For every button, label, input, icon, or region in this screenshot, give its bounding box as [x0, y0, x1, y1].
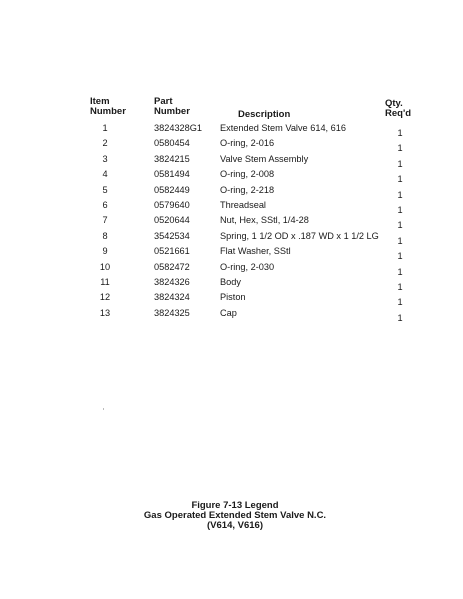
table-row: [0, 138, 463, 153]
item-number-cell: 1: [102, 123, 108, 133]
description-cell: Valve Stem Assembly: [220, 153, 309, 164]
qty-cell: 1: [397, 235, 403, 246]
description-cell: O-ring, 2-218: [220, 184, 275, 195]
table-row: [0, 308, 463, 323]
item-number-header-line2: Number: [90, 106, 126, 117]
qty-cell: 1: [397, 158, 403, 169]
item-number-cell: 10: [99, 261, 111, 272]
item-number-cell: 11: [100, 276, 110, 287]
caption-line3: (V614, V616): [207, 520, 263, 531]
item-number-cell: 3: [102, 153, 108, 164]
description-cell: Spring, 1 1/2 OD x .187 WD x 1 1/2 LG: [220, 230, 379, 241]
qty-cell: 1: [397, 143, 403, 154]
caption-line2: Gas Operated Extended Stem Valve N.C.: [143, 510, 327, 521]
description-header: Description: [238, 109, 291, 120]
part-number-cell: 0521661: [154, 246, 190, 257]
figure-caption: [100, 501, 370, 531]
table-row: [0, 246, 463, 261]
table-row: [0, 262, 463, 277]
table-row: [0, 200, 463, 215]
description-cell: Threadseal: [220, 199, 266, 210]
part-number-cell: 0580454: [154, 138, 190, 149]
description-cell: Nut, Hex, SStl, 1/4-28: [220, 215, 309, 226]
description-cell: Body: [220, 276, 241, 287]
part-number-cell: 0582472: [154, 261, 190, 272]
item-number-cell: 9: [102, 246, 108, 257]
item-number-cell: 6: [102, 199, 108, 210]
qty-cell: 1: [397, 297, 403, 308]
qty-header-line2: Req'd: [385, 108, 412, 119]
table-row: [0, 277, 463, 292]
part-number-header: [154, 97, 190, 117]
qty-cell: 1: [397, 312, 403, 323]
part-number-header-line2: Number: [154, 106, 190, 117]
table-row: [0, 185, 463, 200]
part-number-cell: 3824215: [154, 153, 190, 164]
qty-cell: 1: [397, 266, 403, 277]
part-number-cell: 3824325: [154, 307, 190, 318]
table-row: [0, 215, 463, 230]
qty-cell: 1: [397, 220, 403, 231]
description-cell: Piston: [220, 292, 246, 303]
part-number-cell: 0579640: [154, 199, 190, 210]
part-number-cell: 3824326: [154, 276, 190, 287]
item-number-cell: 8: [102, 230, 108, 241]
table-row: [0, 123, 463, 138]
table-row: [0, 169, 463, 184]
item-number-cell: 4: [102, 169, 108, 180]
item-number-cell: 7: [102, 215, 108, 226]
item-number-header-line1: Item: [90, 96, 110, 107]
part-number-header-line1: Part: [154, 96, 173, 107]
item-number-cell: 2: [102, 138, 108, 149]
description-cell: Extended Stem Valve 614, 616: [220, 123, 346, 133]
qty-cell: 1: [397, 174, 403, 185]
description-cell: Cap: [220, 307, 237, 318]
item-number-cell: 12: [99, 292, 111, 303]
table-row: [0, 292, 463, 307]
qty-header-line1: Qty.: [385, 98, 403, 109]
part-number-cell: 0520644: [154, 215, 190, 226]
qty-cell: 1: [397, 251, 403, 262]
description-cell: O-ring, 2-030: [220, 261, 275, 272]
qty-header: [385, 99, 411, 119]
description-cell: O-ring, 2-008: [220, 169, 275, 180]
table-row: [0, 154, 463, 169]
part-number-cell: 3824324: [154, 292, 190, 303]
part-number-cell: 3824328G1: [154, 123, 203, 133]
item-number-cell: 5: [102, 184, 108, 195]
qty-cell: 1: [397, 281, 403, 292]
qty-cell: 1: [397, 189, 403, 200]
description-cell: O-ring, 2-016: [220, 138, 275, 149]
table-row: [0, 231, 463, 246]
qty-cell: 1: [397, 128, 403, 138]
description-cell: Flat Washer, SStl: [220, 246, 291, 257]
item-number-cell: 13: [99, 307, 111, 318]
part-number-cell: 3542534: [154, 230, 190, 241]
scan-speck: [103, 408, 104, 410]
caption-line1: Figure 7-13 Legend: [191, 500, 279, 511]
item-number-header: [90, 97, 126, 117]
parts-table: [0, 123, 463, 323]
qty-cell: 1: [397, 204, 403, 215]
part-number-cell: 0581494: [154, 169, 190, 180]
part-number-cell: 0582449: [154, 184, 190, 195]
